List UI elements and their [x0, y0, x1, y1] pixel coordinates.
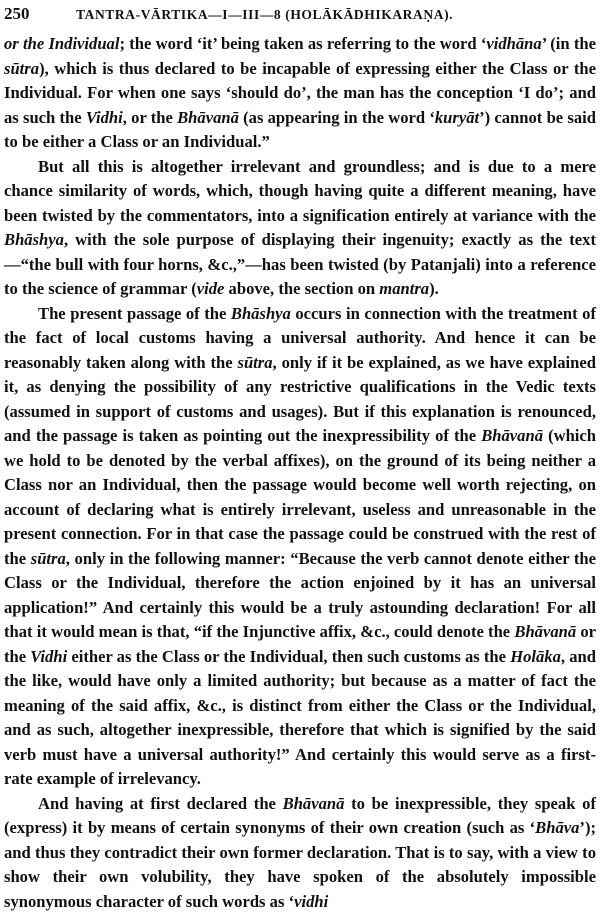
body-text [4, 32, 596, 914]
text-segment: to be inexpressible, they speak of (express) it by means of certain synonyms of their own creation (such as ‘ [4, 794, 596, 838]
text-segment: The present passage of the [38, 304, 231, 323]
italic-term: mantra [379, 279, 429, 298]
italic-term: Bhāvanā [283, 794, 345, 813]
italic-term: Bhāvanā [177, 108, 239, 127]
paragraph-3 [4, 302, 596, 792]
text-segment: or the [4, 622, 596, 666]
text-segment: , and the like, would have only a limited authority; but because as a matter of fact the meaning of the said affix, &c., is distinct from either the Class or the Individual, and as such, altogether inexpressible, therefore that which is signified by the said verb must have a universal authority!” And certainly this would serve as a first-rate example of irrelevancy. [4, 647, 596, 789]
italic-term: Bhāshya [4, 230, 64, 249]
text-segment: above, the section on [224, 279, 379, 298]
text-segment: (which we hold to be denoted by the verbal affixes), on the ground of its being neither a Class nor an Individual, then the passage would become well worth rejecting, on account of declaring what is entirely irrelevant, useless and unreasonable in the present connection. For in that case the passage could be construed with the rest of the [4, 426, 596, 568]
italic-term: Bhāshya [231, 304, 291, 323]
text-segment: ’); and thus they contradict their own former declaration. That is to say, with a view to show their own volubility, they have spoken of the absolutely impossible synonymous character of such words as ‘ [4, 818, 596, 911]
italic-term: sūtra [237, 353, 272, 372]
text-segment: ’) cannot be said to be either a Class or an Individual.” [4, 108, 596, 152]
text-segment: , with the sole purpose of displaying their ingenuity; exactly as the text—“the bull with four horns, &c.,”—has been twisted (by Patanjali) into a reference to the science of grammar ( [4, 230, 596, 298]
italic-term: vide [197, 279, 225, 298]
italic-term: sūtra [31, 549, 66, 568]
text-segment: And having at first declared the [38, 794, 283, 813]
text-segment: , only in the following manner: “Because the verb cannot denote either the Class or the Individual, therefore the action enjoined by it has an universal application!” And certainly this would be a truly astounding declaration! For all that it would mean is that, “if the Injunctive affix, &c., could denote the [4, 549, 596, 642]
paragraph-1 [4, 32, 596, 155]
paragraph-4 [4, 792, 596, 914]
text-segment: ). [429, 279, 439, 298]
italic-term: vidhāna [486, 34, 541, 53]
page-number: 250 [4, 4, 76, 24]
text-segment: But all this is altogether irrelevant and groundless; and is due to a mere chance similarity of words, which, though having quite a different meaning, have been twisted by the commentators, into a signification entirely at variance with the [4, 157, 596, 225]
text-segment: , only if it be explained, as we have explained it, as denying the possibility of any restrictive qualifications in the Vedic texts (assumed in support of customs and usages). But if this explanation is renounced, and the passage is taken as pointing out the inexpressibility of the [4, 353, 596, 446]
text-segment: ), which is thus declared to be incapable of expressing either the Class or the Individual. For when one says ‘should do’, the man has the conception ‘I do’; and as such the [4, 59, 596, 127]
running-head: TANTRA-VĀRTIKA—I—III—8 (HOLĀKĀDHIKARAṆA). [76, 7, 453, 23]
text-segment: ; the word ‘it’ being taken as referring to the word ‘ [119, 34, 486, 53]
text-segment: (as appearing in the word ‘ [239, 108, 435, 127]
italic-term: vidhi [294, 892, 328, 911]
text-segment: ’ (in the [542, 34, 596, 53]
italic-term: Vidhi [86, 108, 123, 127]
italic-term: Holāka [510, 647, 561, 666]
page-header [4, 4, 596, 32]
paragraph-2 [4, 155, 596, 302]
italic-term: Bhāvanā [514, 622, 576, 641]
italic-term: or the Individual [4, 34, 119, 53]
text-segment: occurs in connection with the treatment of the fact of local customs having a universal authority. And hence it can be reasonably taken along with the [4, 304, 596, 372]
italic-term: Bhāva [535, 818, 579, 837]
italic-term: Vidhi [30, 647, 67, 666]
italic-term: sūtra [4, 59, 39, 78]
text-segment: either as the Class or the Individual, then such customs as the [67, 647, 510, 666]
italic-term: Bhāvanā [481, 426, 543, 445]
text-segment: , or the [123, 108, 177, 127]
italic-term: kuryāt [435, 108, 479, 127]
